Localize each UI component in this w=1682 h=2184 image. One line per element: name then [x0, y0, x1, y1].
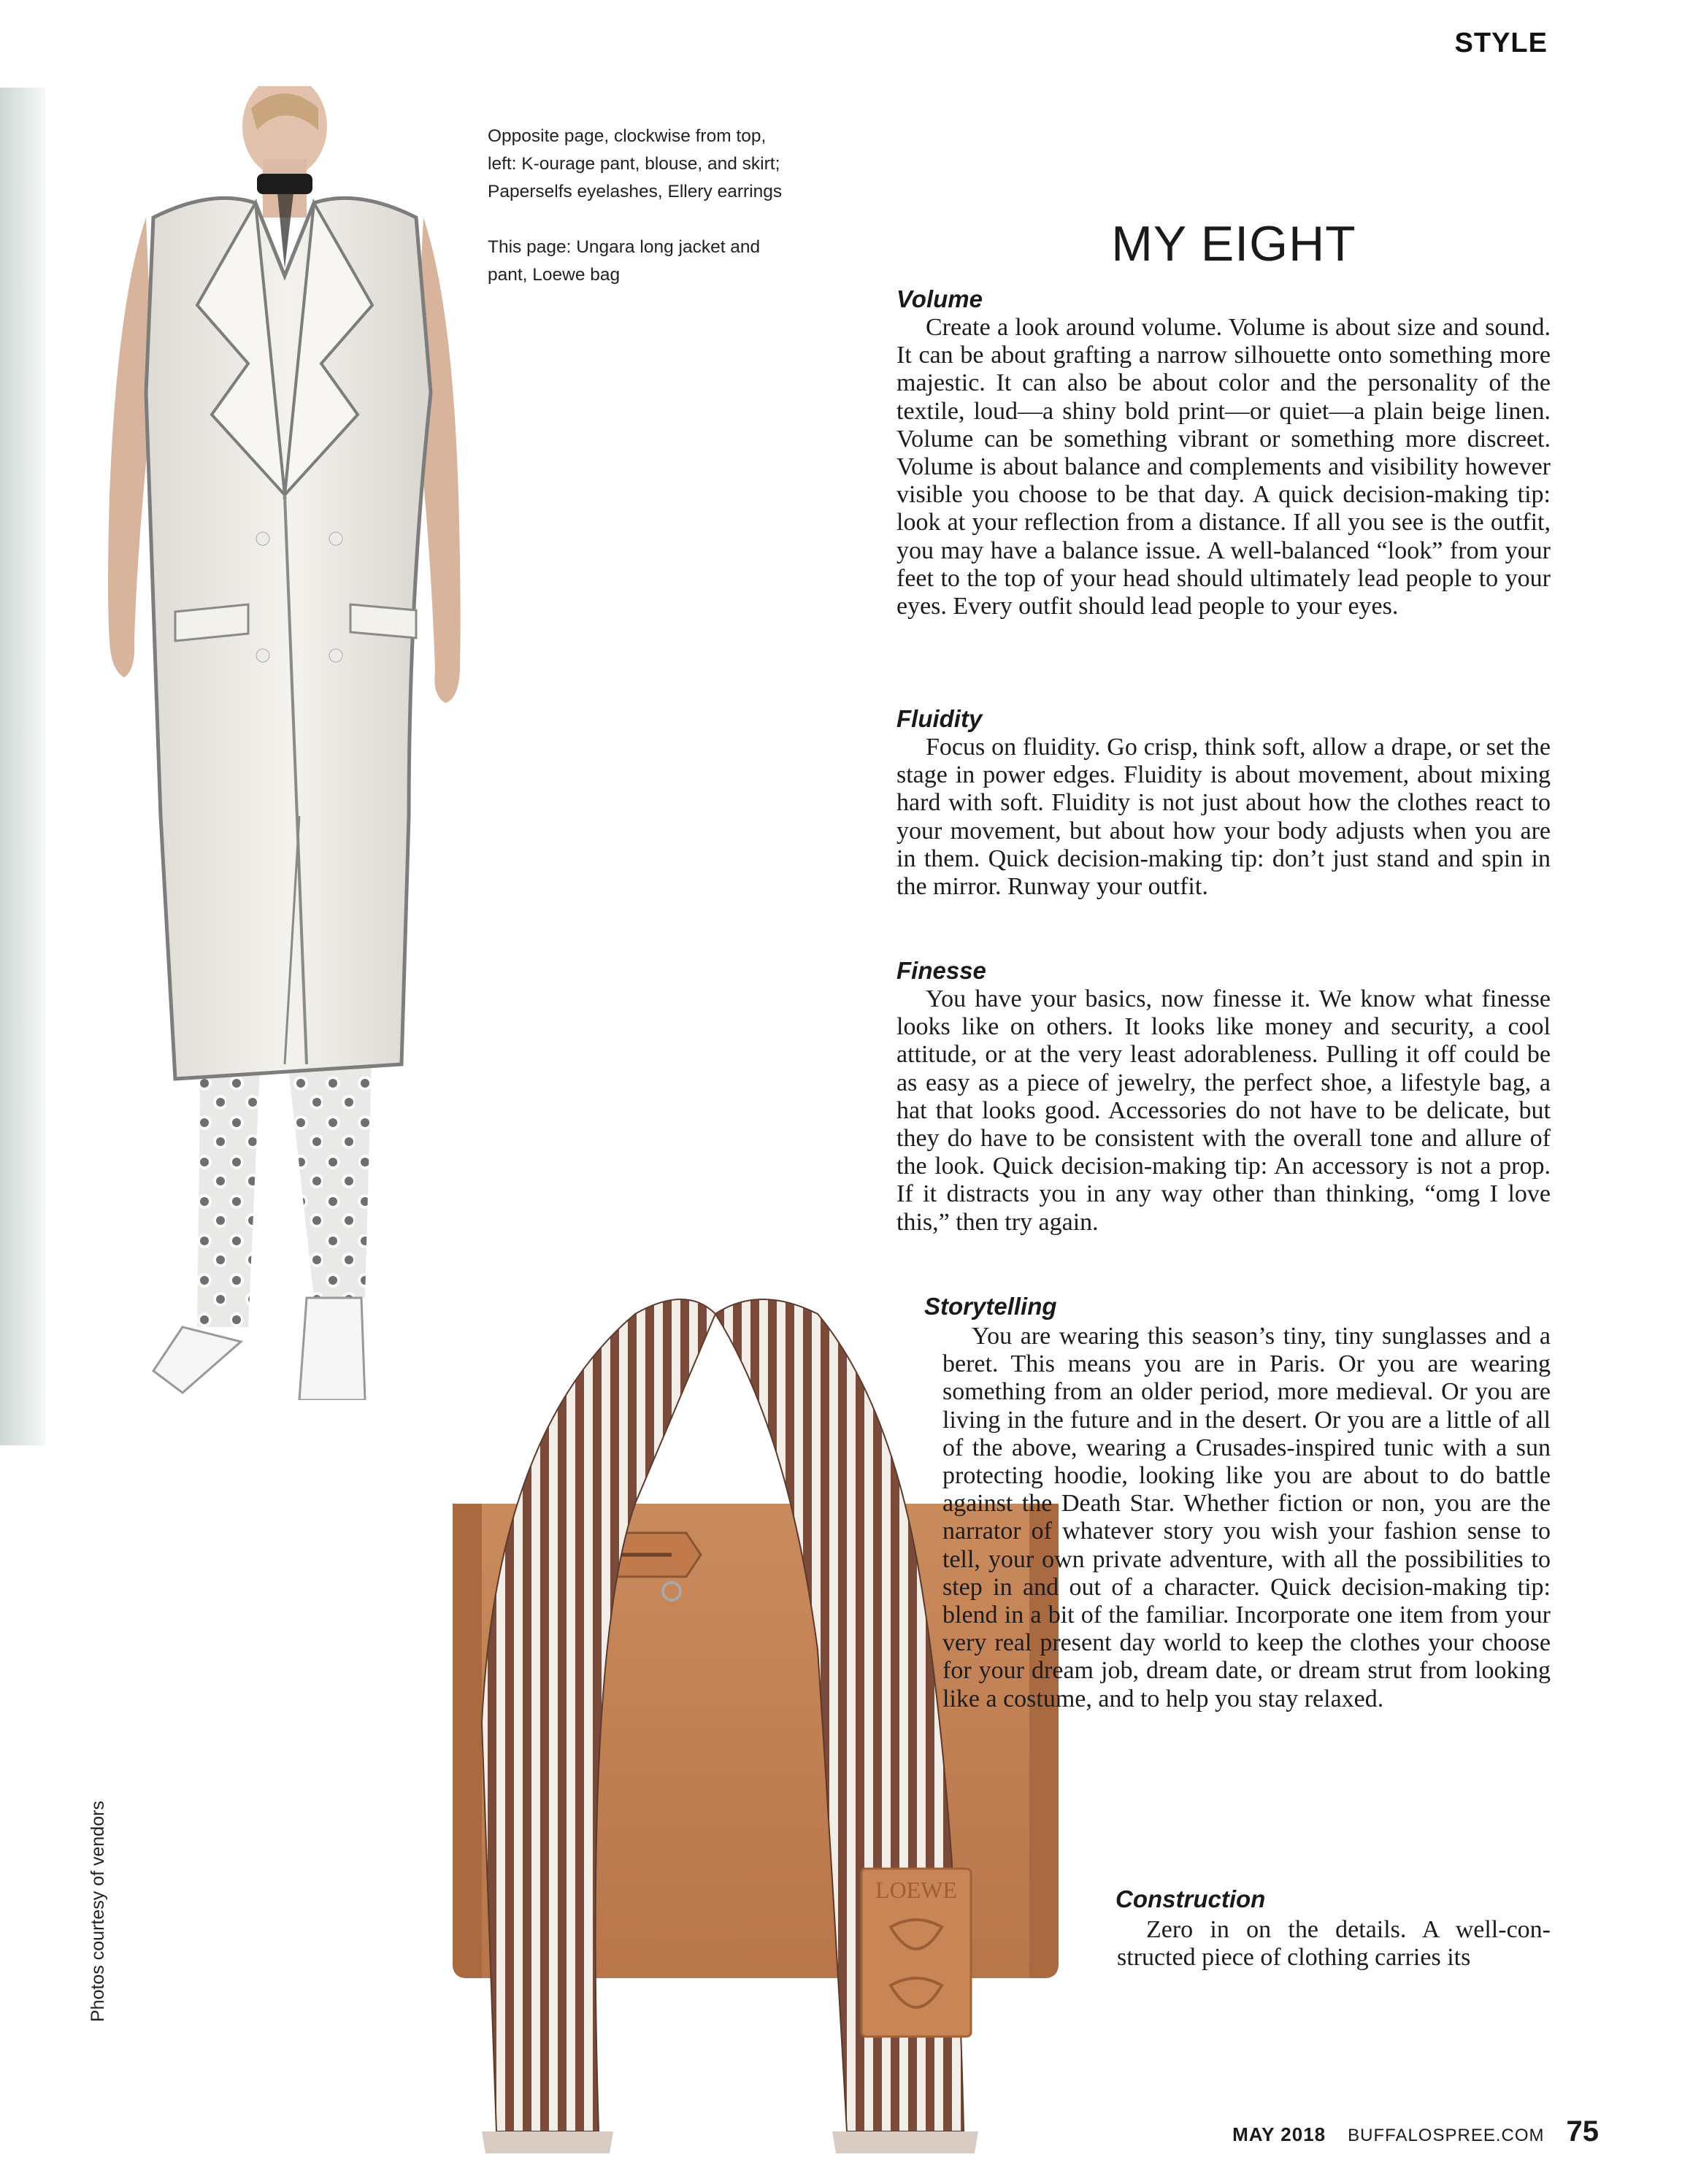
- article-title: MY EIGHT: [1111, 216, 1356, 272]
- loewe-logo-text: LOEWE: [875, 1877, 957, 1903]
- section-label: STYLE: [1454, 28, 1548, 58]
- page-number: 75: [1566, 2115, 1599, 2148]
- caption-this-page: This page: Ungara long jacket and pant, Loewe bag: [488, 237, 761, 285]
- model-photo: [66, 86, 504, 1400]
- facing-page-edge: [0, 88, 45, 1445]
- section-fluidity: [896, 704, 1551, 901]
- section-body: You are wearing this season’s tiny, tiny sunglasses and a beret. This means you are in Paris. Or you are wearing something from an older period, more medieval. Or you are living in the future and in the desert. Or you are a little of all of the above, wearing a Crusades-inspired tunic with a sun protecting hoodie, looking like you are about to do battle against the Death Star. Whether fiction or non, you are the narrator of whatever story you wish your fashion sense to tell, your own private adventure, with all the possibilities to step in and out of a character. Quick decision-making tip: blend in a bit of the familiar. Incorporate one item from your very real present day world to keep the clothes your choose for your dream job, dream date, or dream strut from looking like a costume, and to help you stay relaxed.: [942, 1323, 1551, 1712]
- section-finesse: [896, 956, 1551, 1237]
- section-construction: [1117, 1916, 1551, 1972]
- section-heading: Fluidity: [896, 705, 983, 732]
- page-footer: [1168, 2115, 1599, 2148]
- section-body: Create a look around volume. Volume is about size and sound. It can be about grafting a narrow silhouette onto something more majestic. It can also be about color and the personality of the textile, loud—a shiny bold print—or quiet—a plain beige linen. Volume can be something vibrant or something more discreet. Volume is about balance and complements and visibility however visible you choose to be that day. A quick decision-making tip: look at your reflection from a distance. If all you see is the outfit, you may have a balance issue. A well-balanced “look” from your feet to the top of your head should ultimately lead people to your eyes. Every outfit should lead people to your eyes.: [896, 314, 1551, 620]
- section-body: You have your basics, now finesse it. We know what finesse looks like on others. It looks like money and security, a cool attitude, or at the very least adorableness. Pulling it off could be as easy as a piece of jewelry, the perfect shoe, a lifestyle bag, a hat that looks good. Accessories do not have to be delicate, but they do have to be consistent with the overall tone and allure of the look. Quick decision-making tip: An accessory is not a prop. If it distracts you in any way other than thinking, “omg I love this,” then try again.: [896, 985, 1551, 1236]
- section-volume: [896, 285, 1551, 620]
- section-body: Zero in on the details. A well-constructed piece of clothing carries its: [1117, 1916, 1551, 1972]
- section-heading-construction: Construction: [1115, 1885, 1266, 1912]
- issue-date: MAY 2018: [1232, 2123, 1326, 2145]
- photo-credit: Photos courtesy of vendors: [88, 1801, 108, 2022]
- section-heading: Volume: [896, 285, 983, 312]
- section-heading-storytelling: Storytelling: [924, 1293, 1057, 1320]
- section-heading: Finesse: [896, 957, 986, 984]
- caption-opposite-page: Opposite page, clockwise from top, left: K-ourage pant, blouse, and skirt; Paperselfs eyelashes, Ellery earrings: [488, 126, 783, 201]
- photo-caption: [488, 123, 794, 289]
- website: BUFFALOSPREE.COM: [1348, 2126, 1545, 2145]
- section-body: Focus on fluidity. Go crisp, think soft, allow a drape, or set the stage in power edges. Fluidity is about movement, about mixing hard with soft. Fluidity is not just about how the clothes react to your movement, but about how your body adjusts when you are in them. Quick decision-making tip: don’t just stand and spin in the mirror. Runway your outfit.: [896, 734, 1551, 901]
